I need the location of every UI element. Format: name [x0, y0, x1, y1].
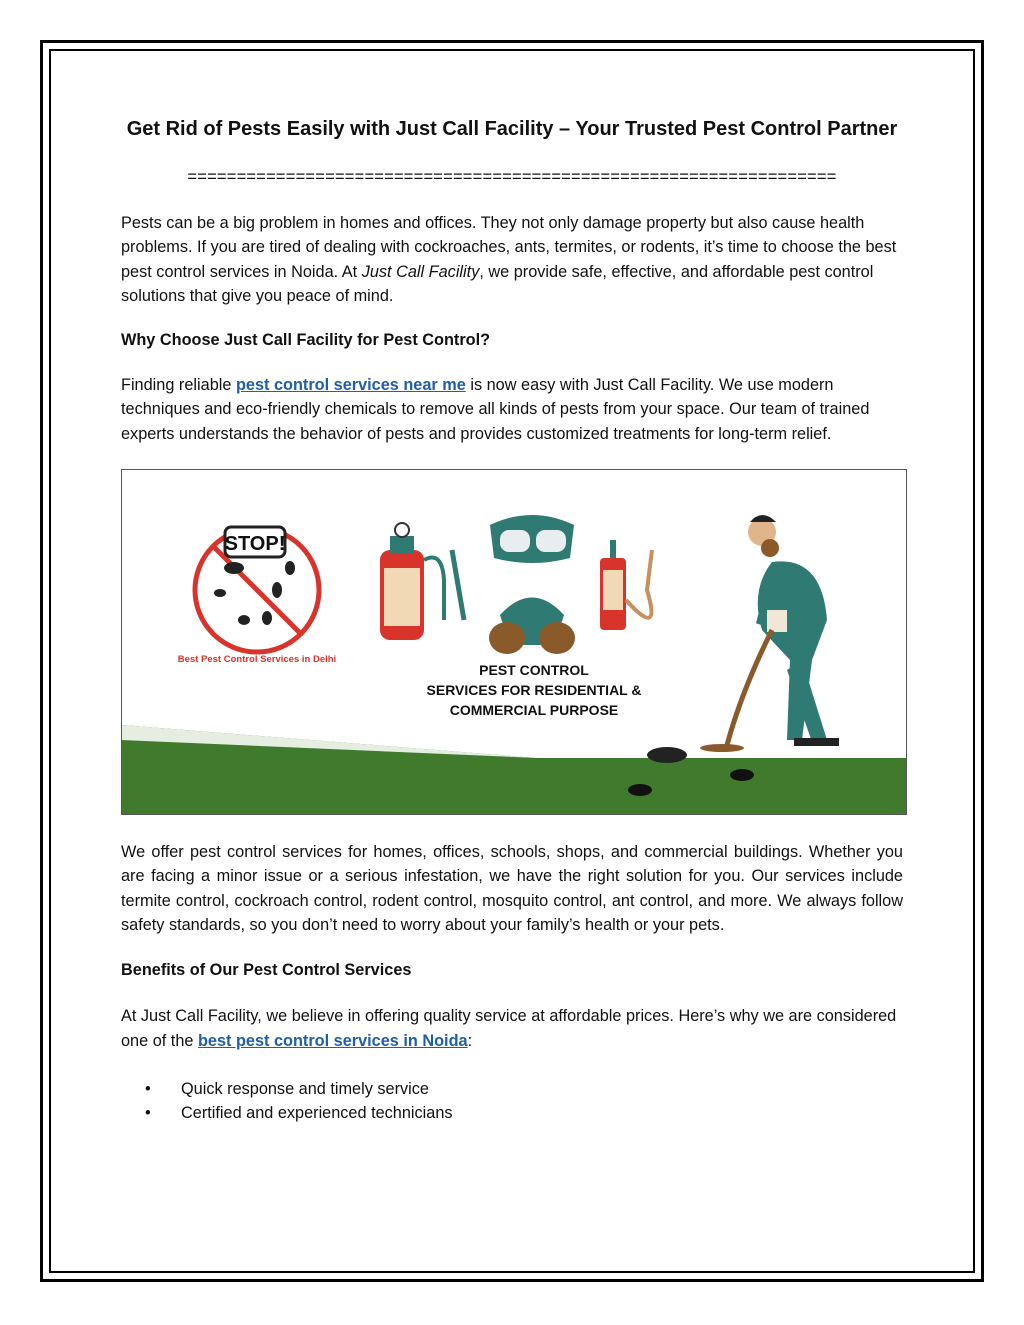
benefits-list	[121, 1077, 903, 1126]
services-paragraph: We offer pest control services for homes, offices, schools, shops, and commercial buildings. Whether you are facing a minor issue or a serious infestation, we have the right solution for you. Our services include termite control, cockroach control, rodent control, mosquito control, ant control, and more. We always follow safety standards, so you don’t need to worry about your family’s health or your pets.	[121, 843, 903, 934]
intro-text: Pests can be a big problem in homes and offices. They not only damage property but also cause health problems. If you are tired of dealing with cockroaches, ants, termites, or rodents, it’s time to choose the best pest control services in Noida. At	[121, 214, 897, 281]
bullet-icon: •	[145, 1104, 151, 1123]
cockroach-icon	[628, 784, 652, 796]
pest-control-near-me-link[interactable]: pest control services near me	[235, 376, 466, 395]
respirator-mask-icon	[489, 598, 575, 655]
bullet-icon: •	[145, 1079, 151, 1098]
separator-line: ==================================================================	[187, 168, 837, 186]
banner-headline-3: COMMERCIAL PURPOSE	[449, 702, 619, 719]
banner-caption: Best Pest Control Services in Delhi	[177, 654, 337, 666]
intro-text-end: , we provide safe, effective, and affordable pest control solutions that give you peace of mind.	[121, 262, 874, 305]
intro-company-name: Just Call Facility	[361, 262, 480, 281]
list-item-text: Quick response and timely service	[181, 1079, 429, 1098]
beetle-icon	[272, 582, 282, 598]
cockroach-icon	[730, 769, 754, 781]
why-paragraph	[121, 373, 903, 446]
benefits-text-end: :	[467, 1031, 473, 1050]
ant-icon	[214, 589, 226, 597]
why-text-end: is now easy with Just Call Facility. We use modern techniques and eco-friendly chemicals to remove all kinds of pests from your space. Our team of trained experts understands the behavior of pests and provides customized treatments for long-term relief.	[121, 376, 870, 443]
goggles-icon	[490, 515, 574, 563]
pest-control-banner-image	[121, 469, 907, 815]
list-item	[121, 1101, 903, 1125]
banner-headline-2: SERVICES FOR RESIDENTIAL &	[426, 682, 642, 699]
document-title: Get Rid of Pests Easily with Just Call Facility – Your Trusted Pest Control Partner	[126, 118, 898, 140]
section-heading-benefits: Benefits of Our Pest Control Services	[121, 961, 412, 980]
intro-paragraph	[121, 211, 903, 308]
technician-figure	[700, 515, 839, 752]
why-text: Finding reliable	[121, 376, 236, 395]
section-heading-why: Why Choose Just Call Facility for Pest Control?	[121, 331, 491, 350]
list-item	[121, 1077, 903, 1101]
benefits-text: At Just Call Facility, we believe in offering quality service at affordable prices. Here’s why we are considered one of the	[121, 1007, 897, 1050]
bug-icon	[285, 561, 295, 575]
list-item-text: Certified and experienced technicians	[181, 1104, 453, 1123]
stop-sign-icon	[195, 527, 319, 652]
stop-text: STOP!	[224, 533, 286, 556]
best-pest-control-noida-link[interactable]: best pest control services in Noida	[197, 1031, 468, 1050]
sprayer-tank-icon	[380, 523, 464, 640]
document-body	[121, 118, 903, 1125]
banner-headline-1: PEST CONTROL	[479, 662, 589, 679]
banner-illustration	[122, 470, 906, 814]
rat-icon	[224, 562, 244, 574]
hand-sprayer-icon	[600, 540, 652, 630]
roach-icon	[262, 611, 272, 625]
cockroach-icon	[647, 747, 687, 763]
fly-icon	[238, 615, 250, 625]
benefits-paragraph	[121, 1004, 903, 1053]
